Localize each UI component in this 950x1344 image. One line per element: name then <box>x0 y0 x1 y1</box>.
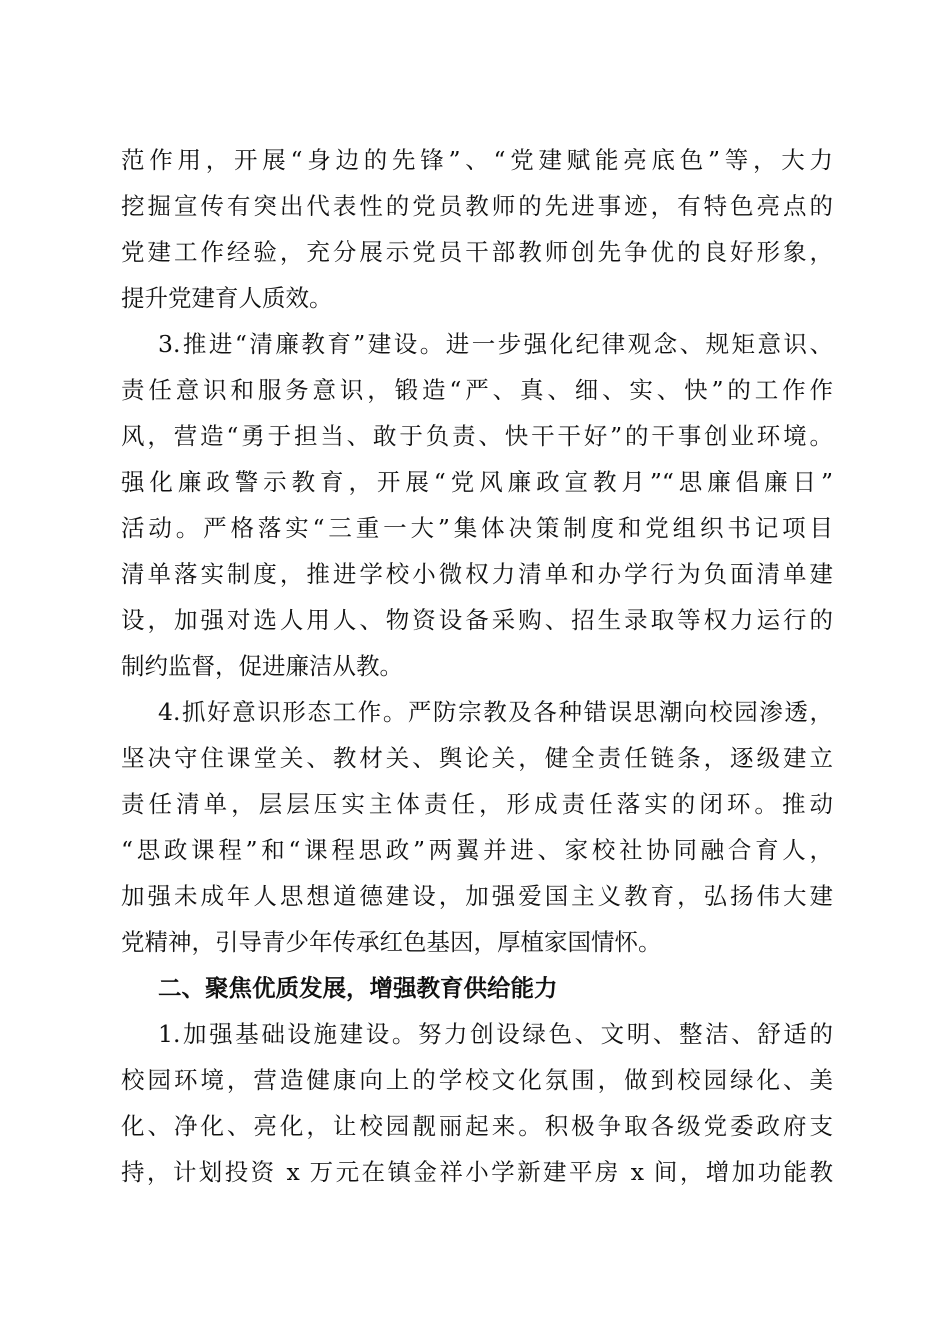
text-line: 制约监督，促进廉洁从教。 <box>121 652 403 680</box>
text-line: 活动。严格落实“三重一大”集体决策制度和党组织书记项目 <box>121 514 833 542</box>
text-line: “思政课程”和“课程思政”两翼并进、家校社协同融合育人， <box>121 836 833 864</box>
text-line: 责任清单，层层压实主体责任，形成责任落实的闭环。推动 <box>121 790 833 818</box>
text-line: 党建工作经验，充分展示党员干部教师创先争优的良好形象， <box>121 238 833 266</box>
text-line: 挖掘宣传有突出代表性的党员教师的先进事迹，有特色亮点的 <box>121 192 833 220</box>
section-item-4-title: 4.抓好意识形态工作。严防宗教及各种错误思潮向校园渗透， <box>158 698 833 726</box>
text-line: 校园环境，营造健康向上的学校文化氛围，做到校园绿化、美 <box>121 1066 833 1094</box>
text-line: 坚决守住课堂关、教材关、舆论关，健全责任链条，逐级建立 <box>121 744 833 772</box>
text-line: 设，加强对选人用人、物资设备采购、招生录取等权力运行的 <box>121 606 833 634</box>
text-line: 加强未成年人思想道德建设，加强爱国主义教育，弘扬伟大建 <box>121 882 833 910</box>
text-line: 持，计划投资 x 万元在镇金祥小学新建平房 x 间，增加功能教 <box>121 1158 833 1186</box>
text-line: 范作用，开展“身边的先锋”、“党建赋能亮底色”等，大力 <box>121 146 833 174</box>
text-line: 提升党建育人质效。 <box>121 284 333 312</box>
text-line: 责任意识和服务意识，锻造“严、真、细、实、快”的工作作 <box>121 376 833 404</box>
text-line: 强化廉政警示教育，开展“党风廉政宣教月”“思廉倡廉日” <box>121 468 833 496</box>
section-item-3-title: 3.推进“清廉教育”建设。进一步强化纪律观念、规矩意识、 <box>158 330 833 358</box>
text-line: 党精神，引导青少年传承红色基因，厚植家国情怀。 <box>121 928 662 956</box>
text-line: 风，营造“勇于担当、敢于负责、快干干好”的干事创业环境。 <box>121 422 833 450</box>
text-line: 化、净化、亮化，让校园靓丽起来。积极争取各级党委政府支 <box>121 1112 833 1140</box>
text-line: 清单落实制度，推进学校小微权力清单和办学行为负面清单建 <box>121 560 833 588</box>
section-heading-2: 二、聚焦优质发展，增强教育供给能力 <box>158 974 558 1002</box>
subsection-item-1-title: 1.加强基础设施建设。努力创设绿色、文明、整洁、舒适的 <box>158 1020 833 1048</box>
